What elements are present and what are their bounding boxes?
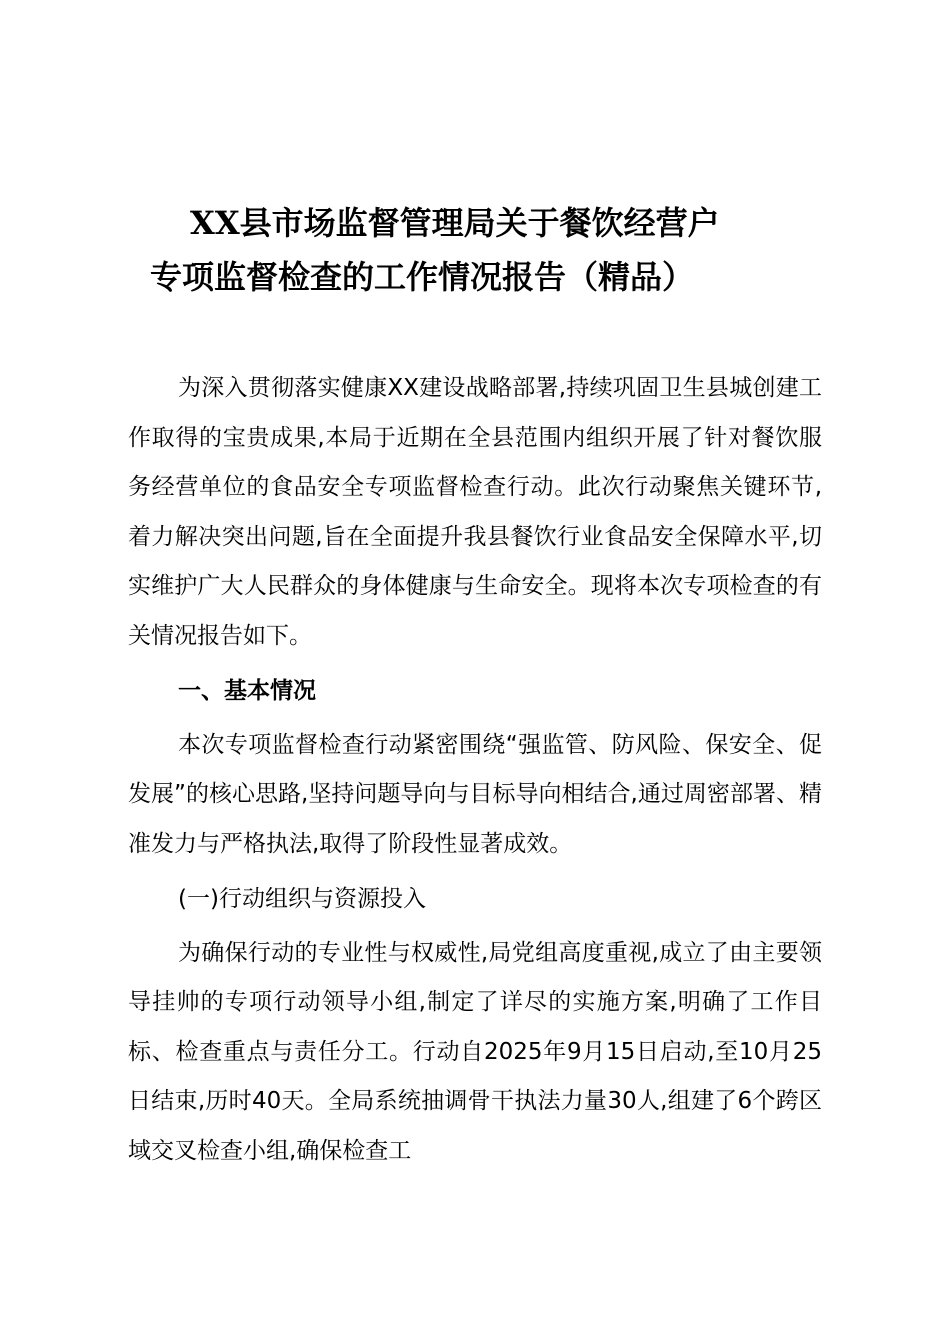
document-title bbox=[128, 196, 828, 304]
title-line-1: XX县市场监督管理局关于餐饮经营户 bbox=[190, 204, 720, 242]
intro-paragraph: 为深入贯彻落实健康XX建设战略部署,持续巩固卫生县城创建工作取得的宝贵成果,本局于近期在全县范围内组织开展了针对餐饮服务经营单位的食品安全专项监督检查行动。此次行动聚焦关键环节,着力解决突出问题,旨在全面提升我县餐饮行业食品安全保障水平,切实维护广大人民群众的身体健康与生命安全。现将本次专项检查的有关情况报告如下。 bbox=[128, 375, 822, 649]
section-heading-basic-situation: 一、基本情况 bbox=[178, 678, 316, 704]
section-paragraph-basic-situation: 本次专项监督检查行动紧密围绕“强监管、防风险、保安全、促发展”的核心思路,坚持问题导向与目标导向相结合,通过周密部署、精准发力与严格执法,取得了阶段性显著成效。 bbox=[128, 731, 822, 857]
title-line-2: 专项监督检查的工作情况报告（精品） bbox=[150, 258, 695, 296]
subsection-paragraph-organization: 为确保行动的专业性与权威性,局党组高度重视,成立了由主要领导挂帅的专项行动领导小组,制定了详尽的实施方案,明确了工作目标、检查重点与责任分工。行动自2025年9月15日启动,至10月25日结束,历时40天。全局系统抽调骨干执法力量30人,组建了6个跨区域交叉检查小组,确保检查工 bbox=[128, 939, 822, 1164]
subsection-heading-organization: (一)行动组织与资源投入 bbox=[178, 886, 426, 912]
document-body bbox=[128, 364, 822, 1176]
